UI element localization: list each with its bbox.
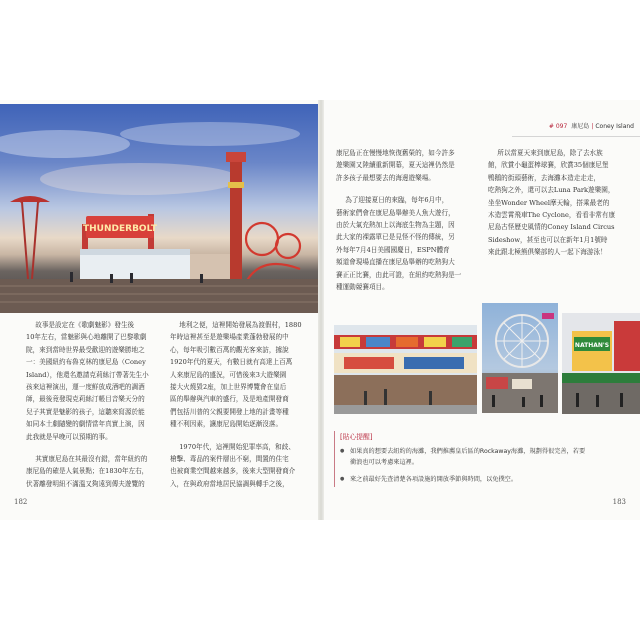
tips-bracket (334, 431, 337, 487)
hero-sign-text: THUNDERBOLT (83, 224, 157, 234)
tips-list (340, 446, 630, 485)
book-spread (0, 100, 640, 520)
page-number-right: 183 (612, 498, 626, 506)
photo-nathans (562, 313, 640, 414)
tips-title: [貼心提醒] (340, 433, 373, 441)
photo-storefront (334, 325, 477, 414)
paragraph: 1970年代，這裡開始犯罪率高，和歧、 槍擊、毒品的案件層出不窮，間置的住宅 也被商業空間越來越多，後來大型開發商介 入，在與政府當地居民協調與轉手之後， (170, 442, 296, 488)
right-text-column-1 (336, 147, 476, 293)
paragraph: 地利之便，這裡開始發展為渡假村，1880 年時這裡甚至是遊樂場產業蓬勃發展的中 心，每年吸引數百萬的觀光客來訪，據說 1920年代的夏天，有數日就有高達上百萬 人來康尼島的盛況，可惜後來3大遊樂園 接大火燒毀2座，加上世界博覽會在皇后 區的舉辦與汽車的盛行，及是地產開發商 們包括川普的父親要開發上地的計畫等種 種不利因素，讓康尼島開始逐漸沒落。 (170, 321, 302, 429)
photo-wonder-wheel (482, 303, 558, 413)
hero-photo-amusement-park (0, 104, 320, 313)
paragraph: 其實康尼島在其最沒有錯，當年紐約的 康尼島的確是人氣景點；在1830年左右， 伏著離發明紐不滿溫又夠遠到傳夫遊覽的 (26, 455, 149, 488)
photo-nathans-illustration (562, 313, 640, 414)
paragraph: 所以當夏天來到康尼島，除了去水族 館，欣賞小龜蛋棒球賽，欣賞35個康尼堡 鴨鵝的街頭藝術，去海灘本造走走走， 吃熱狗之外，還可以去Luna Park遊樂園， 坐坐Wonder Wheel摩天輪，搭乘最老的 木造雲霄飛車The Cyclone，看看非常有康 尼島古怪歷史風情的Coney Island Circus Sideshow，甚至也可以在新年1月1號時 來此跟北極熊俱樂部的人一起下海游泳！ (488, 149, 616, 257)
header-rule (512, 136, 640, 137)
left-page (0, 100, 320, 520)
separator: | (591, 123, 594, 130)
paragraph: 為了迎接夏日的來臨，每年6月中， 藝術家們會在康尼島舉辦美人魚大遊行， 由於大氣充熱加上以海底生物為主題，因 此大家的裸露單已是見怪不怪的傳統，另 外每年7月4日美國國慶日，ESPN體育 頻道會現場直播在康尼島舉辦的吃熱狗大 賽正正比賽，由此可證，在紐約吃熱狗是一 種運動競賽項目。 (336, 196, 462, 292)
right-page (322, 100, 640, 520)
right-text-column-2 (488, 147, 628, 259)
page-number-left: 182 (14, 498, 28, 506)
chapter-number: # 097 (548, 123, 568, 130)
paragraph: 故事是設定在《歌劇魅影》發生後 10年左右，當魅影與心地離開了巴黎歌劇 院，來到當時世界最受歡迎的遊樂勝地之 一：美國紐約布魯克林的康尼島（Coney Island），他還名邀請克莉絲汀帶著先生小 孩來這裡演出，運一度鮮放成酒吧的調酒 師，最後竟發現克莉絲汀帳目音樂天分的 兒子其實是魅影的孩子，這聽來寫源於能 如同本土劇隨變的劇情當年真實上演，因 此我就是早晚可以預期的事。 (26, 321, 149, 441)
nathans-sign-text: NATHAN'S (574, 342, 610, 349)
tip-item: ● 如果真的想要去紐約的海灘，我們推薦皇后區的Rockaway海灘，規劃得很完善，若要 衝浪也可以考慮來這裡。 (340, 446, 630, 468)
left-text-column-2 (170, 319, 302, 490)
photo-storefront-illustration (334, 325, 477, 414)
hero-photo-illustration (0, 104, 320, 313)
section-name: 康尼島 (571, 123, 590, 130)
left-text-column-1 (26, 319, 158, 490)
running-head (549, 121, 634, 130)
photo-wonder-wheel-illustration (482, 303, 558, 413)
section-title: Coney Island (595, 123, 634, 130)
paragraph: 康尼島正在慢慢地恢復舊榮的，如今許多 遊樂園又陸續重新開幕，夏天這裡仍然是 許多孩子最想要去的海邊遊樂場。 (336, 149, 455, 182)
tip-item: ● 來之前最好先查清楚各項設施的開放季節與時間，以免撲空。 (340, 474, 630, 485)
